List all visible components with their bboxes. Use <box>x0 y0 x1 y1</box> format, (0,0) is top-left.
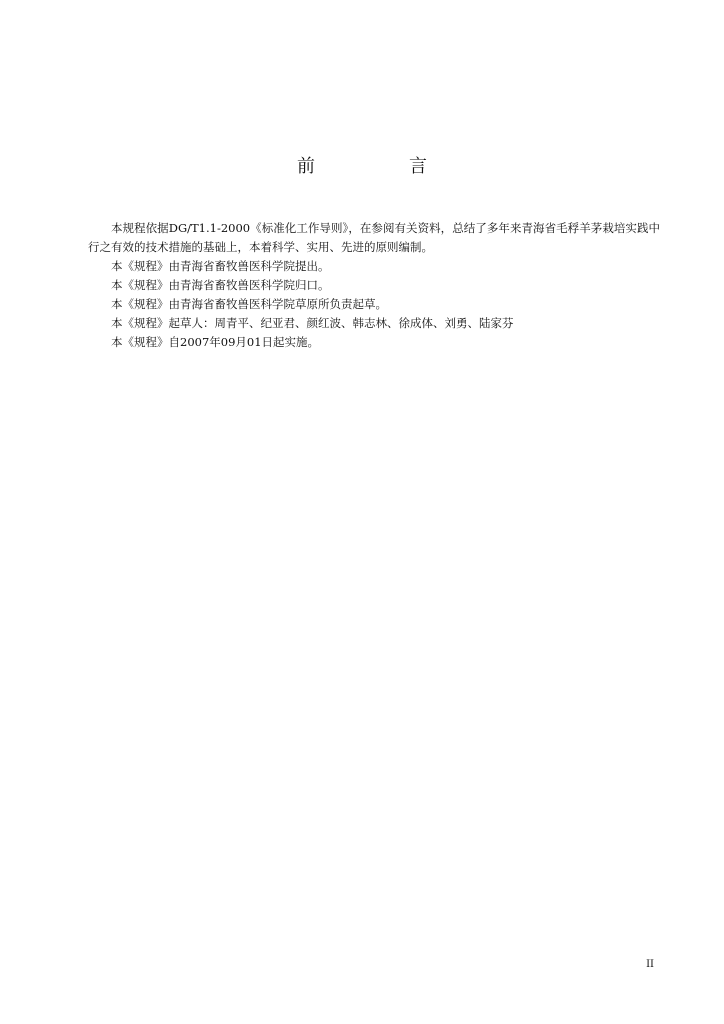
paragraph-centralized-by: 本《规程》由青海省畜牧兽医科学院归口。 <box>111 278 330 292</box>
page-title: 前 言 <box>297 156 465 177</box>
foreword-body <box>88 219 660 352</box>
paragraph-drafters: 本《规程》起草人：周青平、纪亚君、颜红波、韩志林、徐成体、刘勇、陆家芬 <box>111 316 514 330</box>
paragraph-proposed-by: 本《规程》由青海省畜牧兽医科学院提出。 <box>111 259 330 273</box>
paragraph-effective-date: 本《规程》自2007年09月01日起实施。 <box>111 335 320 349</box>
page-number: II <box>646 959 654 970</box>
paragraph-drafted-by: 本《规程》由青海省畜牧兽医科学院草原所负责起草。 <box>111 297 387 311</box>
paragraph-basis: 本规程依据DG/T1.1-2000《标准化工作导则》，在参阅有关资料，总结了多年来青海省毛稃羊茅栽培实践中行之有效的技术措施的基础上，本着科学、实用、先进的原则编制。 <box>88 221 660 254</box>
